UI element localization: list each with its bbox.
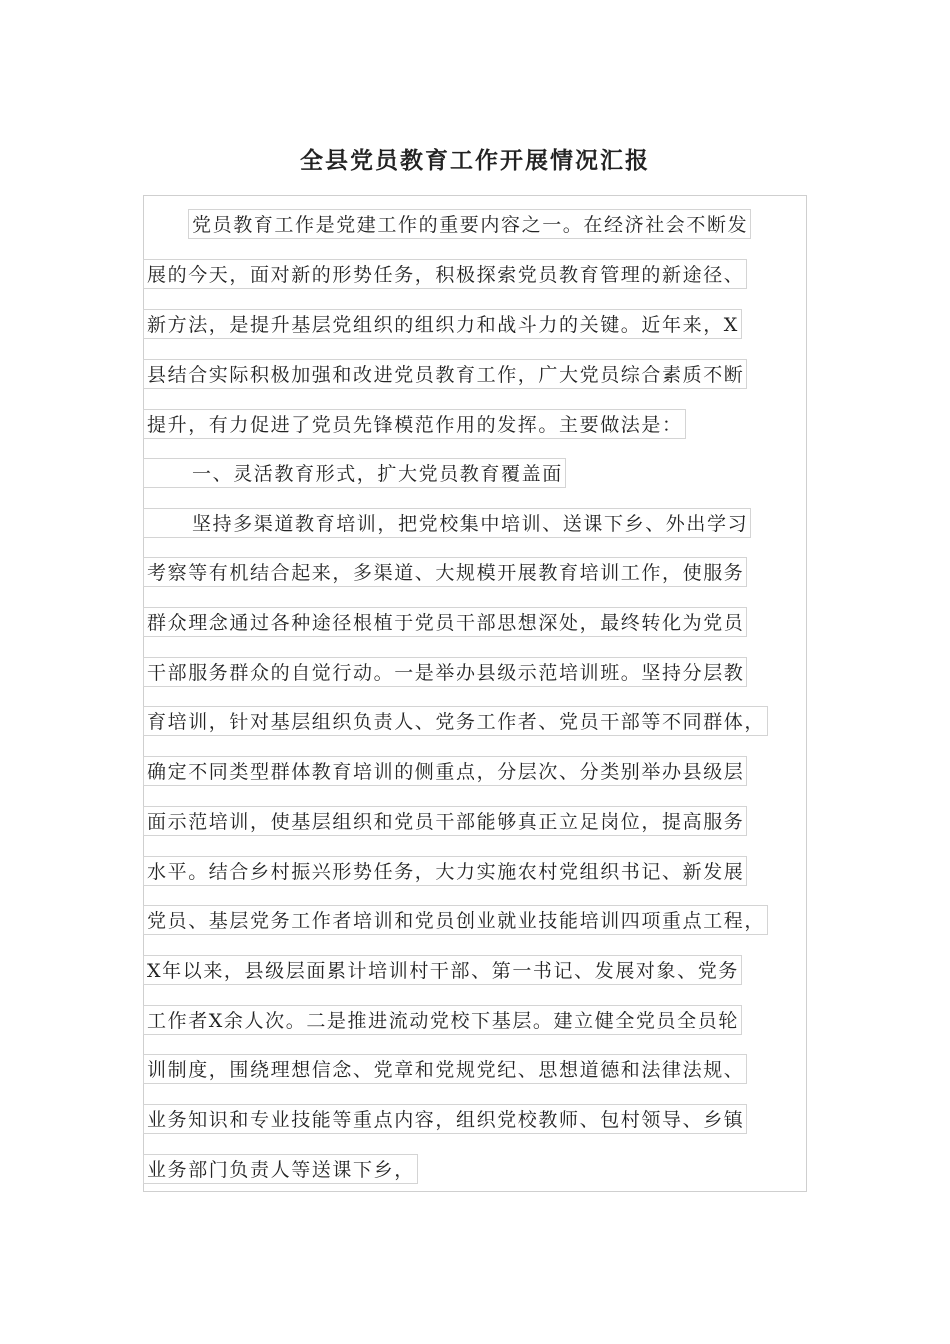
- text-line: 提升，有力促进了党员先锋模范作用的发挥。主要做法是：: [143, 409, 686, 439]
- text-line: 业务部门负责人等送课下乡，: [143, 1154, 418, 1184]
- text-line: 水平。结合乡村振兴形势任务，大力实施农村党组织书记、新发展: [143, 856, 747, 886]
- section-heading: 一、灵活教育形式，扩大党员教育覆盖面: [143, 458, 566, 488]
- text-line: 考察等有机结合起来，多渠道、大规模开展教育培训工作，使服务: [143, 557, 747, 587]
- text-line: 新方法，是提升基层党组织的组织力和战斗力的关键。近年来，X: [143, 309, 742, 339]
- text-line: 训制度，围绕理想信念、党章和党规党纪、思想道德和法律法规、: [143, 1054, 747, 1084]
- text-line: 群众理念通过各种途径根植于党员干部思想深处，最终转化为党员: [143, 607, 747, 637]
- text-line: 干部服务群众的自觉行动。一是举办县级示范培训班。坚持分层教: [143, 657, 747, 687]
- text-frame: [143, 195, 807, 1192]
- text-line: 党员教育工作是党建工作的重要内容之一。在经济社会不断发: [188, 209, 751, 239]
- text-line: 县结合实际积极加强和改进党员教育工作，广大党员综合素质不断: [143, 359, 747, 389]
- text-line: 党员、基层党务工作者培训和党员创业就业技能培训四项重点工程，: [143, 905, 768, 935]
- text-line: X年以来，县级层面累计培训村干部、第一书记、发展对象、党务: [143, 955, 742, 985]
- text-line: 确定不同类型群体教育培训的侧重点，分层次、分类别举办县级层: [143, 756, 747, 786]
- document-title: 全县党员教育工作开展情况汇报: [300, 147, 650, 174]
- text-line: 育培训，针对基层组织负责人、党务工作者、党员干部等不同群体，: [143, 706, 768, 736]
- text-line: 展的今天，面对新的形势任务，积极探索党员教育管理的新途径、: [143, 259, 747, 289]
- text-line: 面示范培训，使基层组织和党员干部能够真正立足岗位，提高服务: [143, 806, 747, 836]
- text-line: 坚持多渠道教育培训，把党校集中培训、送课下乡、外出学习: [143, 508, 751, 538]
- text-line: 业务知识和专业技能等重点内容，组织党校教师、包村领导、乡镇: [143, 1104, 747, 1134]
- text-line: 工作者X余人次。二是推进流动党校下基层。建立健全党员全员轮: [143, 1005, 742, 1035]
